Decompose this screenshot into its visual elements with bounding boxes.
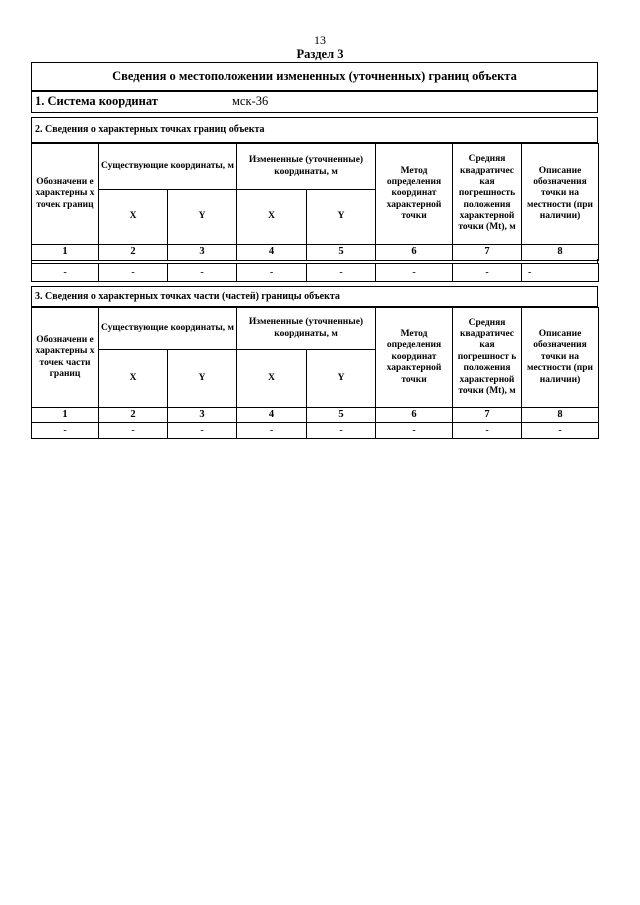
part2-existing-x: X [99, 190, 168, 245]
part2-cell-3: - [168, 264, 237, 282]
part2-cell-1: - [32, 264, 99, 282]
part2-num-3: 3 [168, 245, 237, 261]
part2-col-existing: Существующие координаты, м [99, 144, 237, 190]
part3-col-designation: Обозначени е характерны х точек части границ [32, 308, 99, 408]
part2-col-changed: Измененные (уточненные) координаты, м [237, 144, 376, 190]
part3-cell-7: - [453, 423, 522, 439]
part2-title-box [31, 117, 598, 143]
part2-changed-y: Y [307, 190, 376, 245]
part3-existing-x: X [99, 350, 168, 408]
part2-col-description: Описание обозначения точки на местности (при наличии) [522, 144, 599, 245]
part3-title: 3. Сведения о характерных точках части (частей) границы объекта [35, 291, 340, 302]
header-box [31, 62, 598, 91]
section-title: Раздел 3 [296, 47, 344, 61]
part3-cell-6: - [376, 423, 453, 439]
coord-system-row [31, 91, 598, 113]
part2-num-4: 4 [237, 245, 307, 261]
part3-cell-8: - [522, 423, 599, 439]
table-row [32, 264, 599, 282]
coord-system-label: 1. Система координат [35, 94, 158, 108]
part3-changed-y: Y [307, 350, 376, 408]
part2-num-5: 5 [307, 245, 376, 261]
part2-num-2: 2 [99, 245, 168, 261]
part3-existing-y: Y [168, 350, 237, 408]
part3-cell-1: - [32, 423, 99, 439]
part2-cell-5: - [307, 264, 376, 282]
part2-num-6: 6 [376, 245, 453, 261]
part3-num-2: 2 [99, 408, 168, 423]
part2-data-table [31, 263, 599, 282]
part2-num-8: 8 [522, 245, 599, 261]
part2-changed-x: X [237, 190, 307, 245]
part3-num-6: 6 [376, 408, 453, 423]
part3-cell-2: - [99, 423, 168, 439]
part3-num-1: 1 [32, 408, 99, 423]
part3-col-existing: Существующие координаты, м [99, 308, 237, 350]
coord-system-value: мск-36 [232, 94, 269, 108]
part3-number-row [32, 408, 599, 423]
part2-table [31, 143, 599, 261]
part3-col-description: Описание обозначения точки на местности (при наличии) [522, 308, 599, 408]
part3-table [31, 307, 599, 439]
part3-num-7: 7 [453, 408, 522, 423]
header-title: Сведения о местоположении измененных (уточненных) границ объекта [112, 69, 517, 83]
part2-cell-7: - [453, 264, 522, 282]
part3-changed-x: X [237, 350, 307, 408]
part3-cell-5: - [307, 423, 376, 439]
part3-num-5: 5 [307, 408, 376, 423]
part3-col-method: Метод определения координат характерной точки [376, 308, 453, 408]
page-number: 13 [314, 33, 326, 47]
part3-title-box [31, 286, 598, 307]
part3-col-error: Средняя квадратичес кая погрешност ь положения характерной точки (Mt), м [453, 308, 522, 408]
part2-col-method: Метод определения координат характерной точки [376, 144, 453, 245]
part2-col-error: Средняя квадратичес кая погрешность положения характерной точки (Mt), м [453, 144, 522, 245]
part2-cell-4: - [237, 264, 307, 282]
table-row [32, 423, 599, 439]
part2-num-1: 1 [32, 245, 99, 261]
part3-cell-4: - [237, 423, 307, 439]
part2-cell-8: - [522, 264, 599, 282]
part2-existing-y: Y [168, 190, 237, 245]
part2-title: 2. Сведения о характерных точках границ объекта [35, 124, 265, 135]
part2-col-designation: Обозначени е характерны х точек границ [32, 144, 99, 245]
part2-num-7: 7 [453, 245, 522, 261]
part3-num-3: 3 [168, 408, 237, 423]
part3-num-4: 4 [237, 408, 307, 423]
part2-cell-2: - [99, 264, 168, 282]
part3-cell-3: - [168, 423, 237, 439]
part3-col-changed: Измененные (уточненные) координаты, м [237, 308, 376, 350]
part3-num-8: 8 [522, 408, 599, 423]
part2-cell-6: - [376, 264, 453, 282]
